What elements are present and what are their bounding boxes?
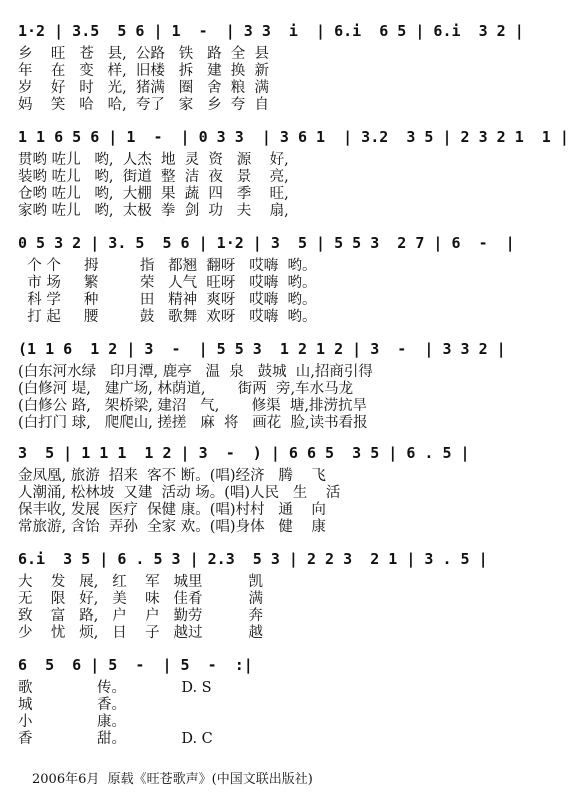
- lyric-line-7-4: 香 甜。 D. C: [18, 731, 213, 747]
- notation-line-1: 1·2 | 3.5 5 6 | 1 - | 3 3 i | 6.i 6 5 | 6.i 3 2 |: [18, 22, 524, 40]
- lyric-line-3-1: 个 个 拇 指 都翘 翻呀 哎嗨 哟。: [18, 258, 317, 274]
- lyric-line-1-3: 岁 好 时 光, 猪满 圈 舍 粮 满: [18, 80, 270, 96]
- lyric-line-5-4: 常旅游, 含饴 弄孙 全家 欢。(唱)身体 健 康: [18, 519, 326, 535]
- lyric-line-5-1: 金凤凰, 旅游 招来 客不 断。(唱)经济 腾 飞: [18, 468, 326, 484]
- lyric-line-1-2: 年 在 变 样, 旧楼 拆 建 换 新: [18, 63, 270, 79]
- notation-line-5: 3 5 | 1 1 1 1 2 | 3 - ) | 6 6 5 3 5 | 6 . 5 |: [18, 444, 470, 462]
- notation-line-6: 6.i 3 5 | 6 . 5 3 | 2.3 5 3 | 2 2 3 2 1 | 3 . 5 |: [18, 550, 488, 568]
- lyric-line-4-1: (白东河水绿 印月潭, 鹿亭 温 泉 鼓城 山,招商引得: [18, 364, 373, 380]
- lyric-line-4-4: (白打门 球, 爬爬山, 搓搓 麻 将 画花 脸,读书看报: [18, 415, 368, 431]
- notation-line-2: 1 1 6 5 6 | 1 - | 0 3 3 | 3 6 1 | 3.2 3 5 | 2 3 2 1 1 |: [18, 128, 569, 146]
- lyric-line-3-4: 打 起 腰 鼓 歌舞 欢呀 哎嗨 哟。: [18, 309, 317, 325]
- lyric-line-6-2: 无 限 好, 美 味 佳肴 满: [18, 591, 264, 607]
- lyric-line-7-3: 小 康。: [18, 714, 127, 730]
- lyric-line-1-4: 妈 笑 哈 哈, 夸了 家 乡 夸 自: [18, 97, 270, 113]
- lyric-line-2-3: 仓哟 咗儿 哟, 大棚 果 蔬 四 季 旺,: [18, 186, 289, 202]
- lyric-line-2-1: 贯哟 咗儿 哟, 人杰 地 灵 资 源 好,: [18, 152, 289, 168]
- lyric-line-2-4: 家哟 咗儿 哟, 太极 拳 剑 功 夫 扇,: [18, 203, 289, 219]
- notation-line-3: 0 5 3 2 | 3. 5 5 6 | 1·2 | 3 5 | 5 5 3 2 7 | 6 - |: [18, 234, 515, 252]
- lyric-line-5-3: 保丰收, 发展 医疗 保健 康。(唱)村村 通 向: [18, 502, 326, 518]
- lyric-line-6-4: 少 忧 烦, 日 子 越过 越: [18, 625, 264, 641]
- lyric-line-4-2: (白修河 堤, 建广场, 林荫道, 街两 旁,车水马龙: [18, 381, 354, 397]
- lyric-line-6-3: 致 富 路, 户 户 勤劳 奔: [18, 608, 264, 624]
- lyric-line-1-1: 乡 旺 苍 县, 公路 铁 路 全 县: [18, 46, 270, 62]
- notation-line-7: 6 5 6 | 5 - | 5 - :|: [18, 656, 253, 674]
- notation-line-4: (1 1 6 1 2 | 3 - | 5 5 3 1 2 1 2 | 3 - | 3 3 2 |: [18, 340, 506, 358]
- lyric-line-7-2: 城 香。: [18, 697, 127, 713]
- source-footer: 2006年6月 原载《旺苍歌声》(中国文联出版社): [32, 772, 313, 787]
- lyric-line-7-1: 歌 传。 D. S: [18, 680, 212, 696]
- lyric-line-6-1: 大 发 展, 红 军 城里 凯: [18, 574, 264, 590]
- lyric-line-2-2: 装哟 咗儿 哟, 街道 整 洁 夜 景 亮,: [18, 169, 289, 185]
- lyric-line-5-2: 人潮涌, 松林坡 又建 活动 场。(唱)人民 生 活: [18, 485, 341, 501]
- lyric-line-4-3: (白修公 路, 架桥梁, 建沼 气, 修渠 塘,排涝抗旱: [18, 398, 367, 414]
- lyric-line-3-2: 市 场 繁 荣 人气 旺呀 哎嗨 哟。: [18, 275, 317, 291]
- lyric-line-3-3: 科 学 种 田 精神 爽呀 哎嗨 哟。: [18, 292, 317, 308]
